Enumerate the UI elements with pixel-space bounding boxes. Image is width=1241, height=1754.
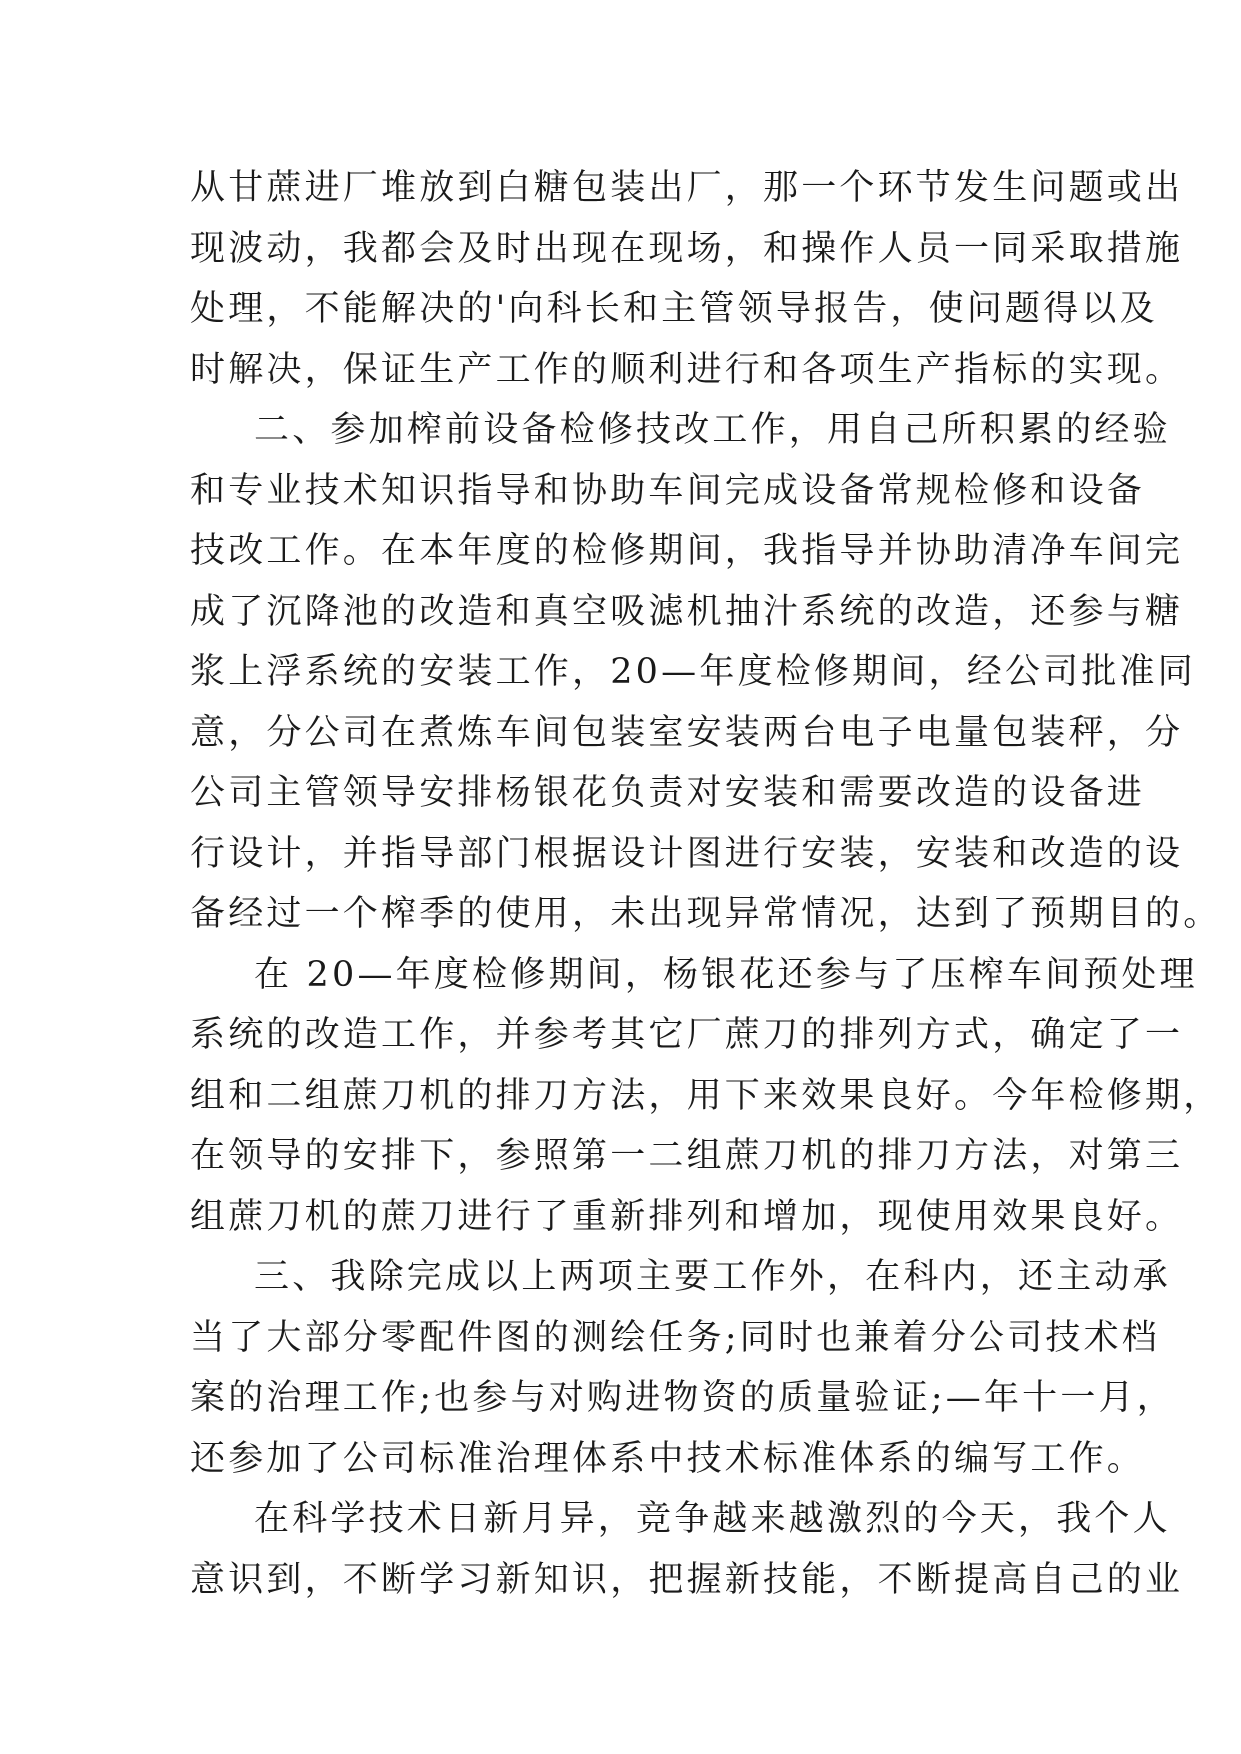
text-line: 处理，不能解决的'向科长和主管领导报告，使问题得以及 <box>190 289 1158 329</box>
text-line: 成了沉降池的改造和真空吸滤机抽汁系统的改造，还参与糖 <box>190 591 1184 632</box>
text-line: 组和二组蔗刀机的排刀方法，用下来效果良好。今年检修期， <box>190 1075 1222 1116</box>
text-line: 从甘蔗进厂堆放到白糖包装出厂，那一个环节发生问题或出 <box>190 168 1184 208</box>
text-line: 技改工作。在本年度的检修期间，我指导并协助清净车间完 <box>190 531 1184 571</box>
text-line: 意，分公司在煮炼车间包装室安装两台电子电量包装秤，分 <box>190 712 1184 753</box>
text-line: 公司主管领导安排杨银花负责对安装和需要改造的设备进 <box>190 773 1146 813</box>
text-line: 意识到，不断学习新知识，把握新技能，不断提高自己的业 <box>190 1559 1184 1600</box>
text-line: 系统的改造工作，并参考其它厂蔗刀的排列方式，确定了一 <box>190 1015 1184 1055</box>
text-line: 当了大部分零配件图的测绘任务;同时也兼着分公司技术档 <box>190 1317 1160 1358</box>
paragraph-first-line: 在 20—年度检修期间，杨银花还参与了压榨车间预处理 <box>254 954 1198 995</box>
paragraph-first-line: 三、我除完成以上两项主要工作外，在科内，还主动承 <box>254 1257 1171 1297</box>
text-line: 时解决，保证生产工作的顺利进行和各项生产指标的实现。 <box>190 349 1184 390</box>
text-line: 浆上浮系统的安装工作，20—年度检修期间，经公司批准同 <box>190 652 1196 692</box>
paragraph-first-line: 在科学技术日新月异，竞争越来越激烈的今天，我个人 <box>254 1499 1171 1539</box>
text-line: 组蔗刀机的蔗刀进行了重新排列和增加，现使用效果良好。 <box>190 1196 1184 1237</box>
text-line: 备经过一个榨季的使用，未出现异常情况，达到了预期目的。 <box>190 894 1222 934</box>
text-line: 行设计，并指导部门根据设计图进行安装，安装和改造的设 <box>190 833 1184 874</box>
text-line: 在领导的安排下，参照第一二组蔗刀机的排刀方法，对第三 <box>190 1136 1184 1176</box>
text-line: 现波动，我都会及时出现在现场，和操作人员一同采取措施 <box>190 228 1184 269</box>
paragraph-first-line: 二、参加榨前设备检修技改工作，用自己所积累的经验 <box>254 410 1171 450</box>
text-line: 和专业技术知识指导和协助车间完成设备常规检修和设备 <box>190 470 1146 511</box>
document-body <box>190 158 1222 1610</box>
text-line: 还参加了公司标准治理体系中技术标准体系的编写工作。 <box>190 1438 1146 1479</box>
text-line: 案的治理工作;也参与对购进物资的质量验证;—年十一月， <box>190 1378 1175 1418</box>
